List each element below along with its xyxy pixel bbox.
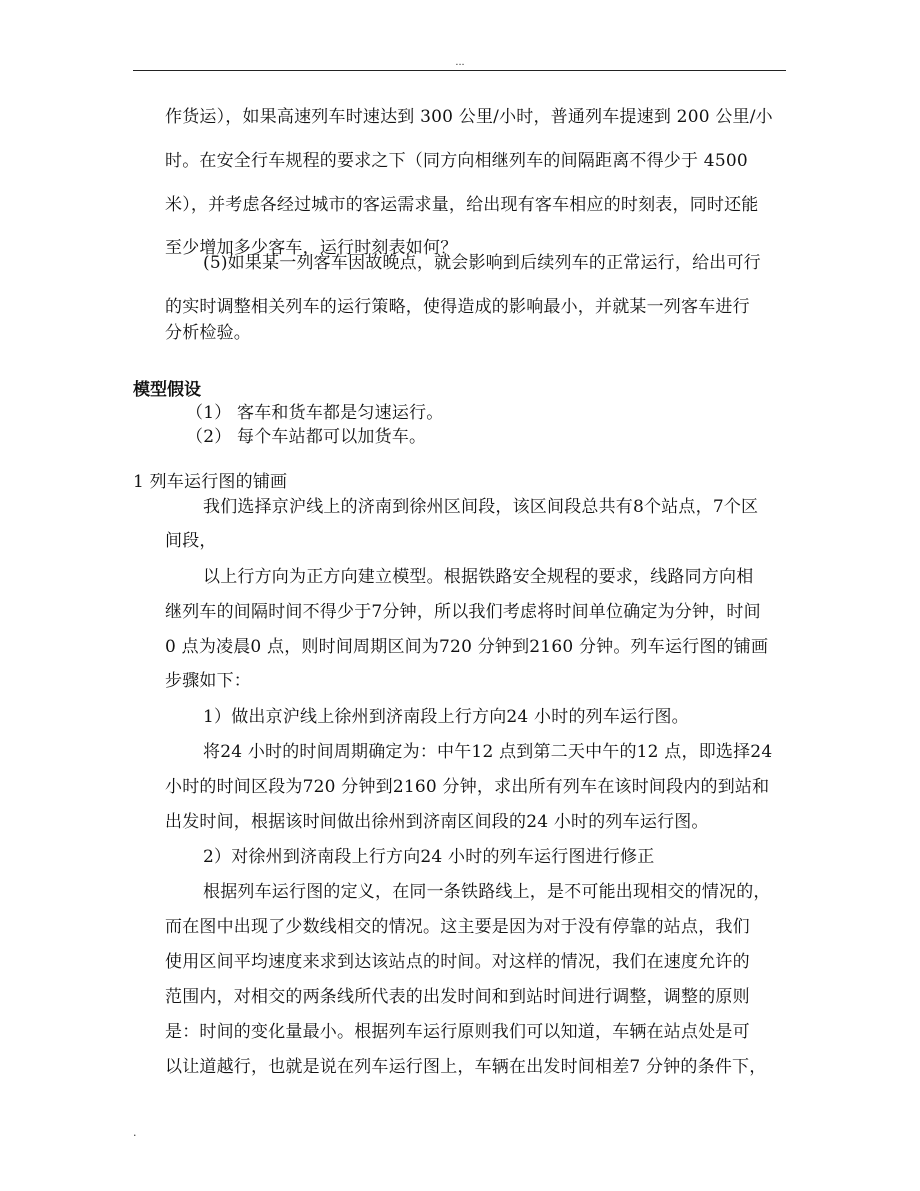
text-line: 时。在安全行车规程的要求之下（同方向相继列车的间隔距离不得少于 4500 bbox=[165, 151, 748, 171]
text-line: 步骤如下： bbox=[165, 671, 251, 691]
text-line: 以让道越行，也就是说在列车运行图上，车辆在出发时间相差7 分钟的条件下， bbox=[165, 1057, 767, 1077]
header-divider bbox=[133, 70, 786, 71]
text-line: 使用区间平均速度来求到达该站点的时间。对这样的情况，我们在速度允许的 bbox=[165, 952, 750, 972]
text-line: 出发时间，根据该时间做出徐州到济南区间段的24 小时的列车运行图。 bbox=[165, 812, 709, 832]
text-line: 以上行方向为正方向建立模型。根据铁路安全规程的要求，线路同方向相 bbox=[203, 567, 754, 587]
page-footer-mark: . bbox=[133, 1126, 137, 1139]
text-line: 将24 小时的时间周期确定为：中午12 点到第二天中午的12 点，即选择24 bbox=[203, 742, 773, 762]
step-1: 1）做出京沪线上徐州到济南段上行方向24 小时的列车运行图。 bbox=[203, 707, 689, 727]
text-line: 的实时调整相关列车的运行策略，使得造成的影响最小，并就某一列客车进行 bbox=[165, 297, 750, 317]
text-line: 而在图中出现了少数线相交的情况。这主要是因为对于没有停靠的站点，我们 bbox=[165, 917, 750, 937]
assumption-item: （1） 客车和货车都是匀速运行。 bbox=[186, 403, 444, 423]
text-line: 范围内，对相交的两条线所代表的出发时间和到站时间进行调整，调整的原则 bbox=[165, 987, 750, 1007]
section-heading-assumptions: 模型假设 bbox=[133, 380, 201, 400]
step-2: 2）对徐州到济南段上行方向24 小时的列车运行图进行修正 bbox=[203, 847, 655, 867]
text-line: 至少增加多少客车，运行时刻表如何？ bbox=[165, 238, 458, 258]
page-header-mark: ... bbox=[455, 56, 465, 68]
text-line: 根据列车运行图的定义，在同一条铁路线上，是不可能出现相交的情况的， bbox=[203, 882, 771, 902]
text-line: 分析检验。 bbox=[165, 323, 251, 343]
text-line: 是：时间的变化量最小。根据列车运行原则我们可以知道，车辆在站点处是可 bbox=[165, 1022, 750, 1042]
assumption-item: （2） 每个车站都可以加货车。 bbox=[186, 427, 427, 447]
text-line: (5)如果某一列客车因故晚点，就会影响到后续列车的正常运行，给出可行 bbox=[203, 253, 761, 273]
text-line: 间段， bbox=[165, 531, 217, 551]
text-line: 米），并考虑各经过城市的客运需求量，给出现有客车相应的时刻表，同时还能 bbox=[165, 195, 759, 215]
text-line: 0 点为凌晨0 点，则时间周期区间为720 分钟到2160 分钟。列车运行图的铺画 bbox=[165, 637, 769, 657]
text-line: 小时的时间区段为720 分钟到2160 分钟，求出所有列车在该时间段内的到站和 bbox=[165, 777, 770, 797]
section-heading-1: 1 列车运行图的铺画 bbox=[133, 472, 288, 492]
text-line: 作货运），如果高速列车时速达到 300 公里/小时，普通列车提速到 200 公里/小 bbox=[165, 107, 773, 127]
text-line: 继列车的间隔时间不得少于7分钟，所以我们考虑将时间单位确定为分钟，时间 bbox=[165, 602, 761, 622]
text-line: 我们选择京沪线上的济南到徐州区间段，该区间段总共有8个站点，7个区 bbox=[203, 497, 759, 517]
